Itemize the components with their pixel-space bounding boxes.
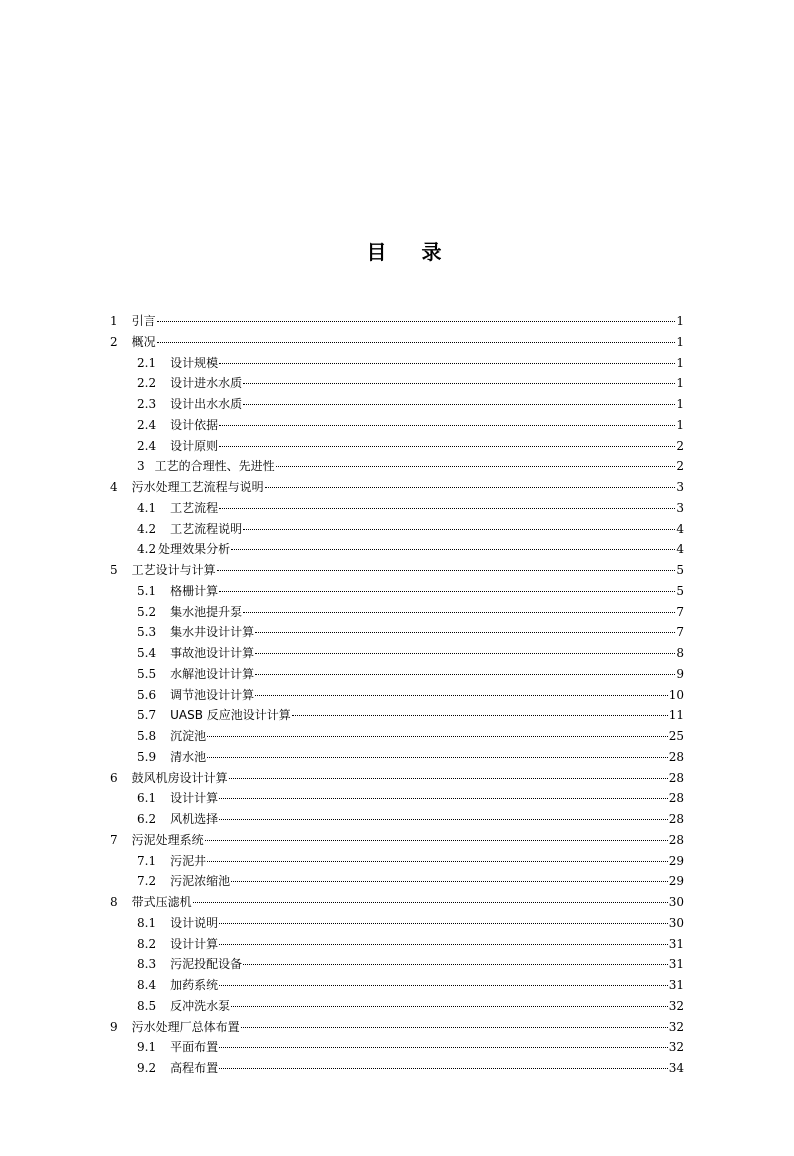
toc-entry-page: 28: [668, 812, 684, 826]
toc-dot-leader: [243, 404, 675, 405]
toc-entry-number: 4: [110, 480, 118, 494]
toc-entry[interactable]: [110, 1018, 684, 1036]
toc-entry[interactable]: [137, 644, 684, 662]
toc-entry[interactable]: [137, 623, 684, 641]
toc-entry[interactable]: [137, 374, 684, 392]
toc-entry-number: 5.1: [137, 583, 157, 598]
toc-entry-label: 污泥投配设备: [170, 957, 243, 972]
toc-entry-label: 工艺的合理性、先进性: [154, 459, 275, 474]
toc-entry-page: 32: [668, 1040, 684, 1055]
toc-entry-number: 4.2: [137, 521, 157, 536]
toc-entry[interactable]: [137, 686, 684, 704]
toc-entry-label: 高程布置: [170, 1061, 219, 1075]
toc-entry-number: 2.2: [137, 376, 157, 391]
toc-entry-number: 5.3: [137, 625, 157, 640]
toc-entry-label: 清水池: [170, 749, 207, 764]
toc-entry-number: 6.1: [137, 791, 157, 806]
toc-entry-page: 31: [668, 936, 684, 951]
toc-entry-label: 设计说明: [170, 915, 219, 930]
toc-entry[interactable]: [137, 665, 684, 683]
toc-entry-label: 反冲洗水泵: [170, 998, 231, 1013]
toc-entry[interactable]: [137, 748, 684, 766]
toc-dot-leader: [255, 632, 675, 633]
toc-entry[interactable]: [137, 395, 684, 413]
toc-entry[interactable]: [137, 499, 684, 517]
toc-entry-page: 11: [668, 708, 684, 723]
toc-entry-page: 9: [676, 666, 684, 681]
toc-entry-page: 28: [668, 791, 684, 806]
toc-entry-number: 8: [110, 895, 118, 909]
toc-entry-number: 4.2: [137, 542, 157, 557]
toc-entry-label: 设计计算: [170, 936, 219, 951]
toc-entry-label: 工艺设计与计算: [131, 563, 216, 577]
toc-entry-label: 事故池设计计算: [170, 646, 255, 660]
toc-dot-leader: [219, 985, 668, 986]
toc-entry-page: 8: [676, 646, 684, 660]
toc-entry[interactable]: [137, 354, 684, 372]
toc-dot-leader: [219, 363, 675, 364]
toc-entry-page: 3: [676, 500, 684, 515]
toc-entry-page: 31: [668, 957, 684, 972]
toc-dot-leader: [265, 487, 676, 488]
toc-entry-page: 32: [668, 1019, 684, 1034]
toc-dot-leader: [229, 778, 668, 779]
toc-entry-number: 8.5: [137, 998, 157, 1013]
toc-entry[interactable]: [110, 893, 684, 911]
toc-entry-number: 1: [110, 314, 118, 328]
toc-entry-page: 5: [676, 563, 684, 577]
toc-entry-label: 设计原则: [170, 438, 219, 453]
toc-entry[interactable]: [137, 603, 684, 621]
toc-entry-label: 设计依据: [170, 417, 219, 432]
toc-dot-leader: [219, 1047, 668, 1048]
toc-entry-label: 设计进水水质: [170, 376, 243, 391]
toc-dot-leader: [219, 819, 668, 820]
toc-entry-page: 1: [676, 355, 684, 370]
toc-entry-label: 污水处理厂总体布置: [131, 1019, 240, 1034]
toc-entry-page: 7: [676, 604, 684, 619]
toc-entry-page: 7: [676, 625, 684, 640]
toc-entry-label: 带式压滤机: [131, 895, 192, 909]
toc-entry[interactable]: [137, 1038, 684, 1056]
toc-dot-leader: [243, 529, 675, 530]
toc-entry[interactable]: [137, 976, 684, 994]
toc-entry-page: 28: [668, 832, 684, 847]
toc-dot-leader: [193, 902, 668, 903]
toc-dot-leader: [276, 466, 676, 467]
toc-entry[interactable]: [110, 312, 684, 330]
toc-dot-leader: [231, 549, 675, 550]
toc-entry-number: 5.7: [137, 708, 157, 723]
toc-entry-number: 2.4: [137, 417, 157, 432]
toc-entry-label: 集水井设计计算: [170, 625, 255, 640]
toc-dot-leader: [219, 798, 668, 799]
toc-dot-leader: [207, 861, 668, 862]
toc-entry-number: 5.4: [137, 646, 157, 660]
toc-entry-label: 设计规模: [170, 355, 219, 370]
toc-entry-label: 污水处理工艺流程与说明: [131, 480, 264, 494]
toc-entry-number: 5.8: [137, 729, 157, 743]
toc-entry-label: 污泥浓缩池: [170, 874, 231, 889]
toc-entry-label: 工艺流程说明: [170, 521, 243, 536]
toc-entry-page: 4: [676, 542, 684, 557]
toc-entry[interactable]: [137, 789, 684, 807]
toc-entry-page: 1: [676, 334, 684, 349]
toc-entry-number: 5: [110, 563, 118, 577]
toc-dot-leader: [207, 736, 668, 737]
toc-entry[interactable]: [137, 955, 684, 973]
toc-entry-page: 10: [668, 687, 684, 702]
toc-entry[interactable]: [137, 416, 684, 434]
toc-entry-label: 引言: [131, 314, 156, 328]
toc-entry-label: 概况: [131, 334, 156, 349]
toc-entry-number: 7.1: [137, 853, 157, 868]
toc-entry-page: 5: [676, 583, 684, 598]
toc-entry-number: 3: [137, 459, 145, 474]
toc-dot-leader: [255, 695, 668, 696]
toc-entry-page: 1: [676, 376, 684, 391]
toc-entry[interactable]: [110, 478, 684, 496]
toc-entry-label: 污泥处理系统: [131, 832, 204, 847]
toc-entry[interactable]: [110, 831, 684, 849]
toc-entry[interactable]: [137, 520, 684, 538]
toc-entry-label: 设计出水水质: [170, 397, 243, 411]
toc-entry-page: 30: [668, 915, 684, 930]
toc-entry-page: 2: [676, 438, 684, 453]
toc-dot-leader: [219, 944, 668, 945]
toc-entry[interactable]: [137, 914, 684, 932]
page-title: 目 录: [366, 240, 456, 264]
toc-entry[interactable]: [110, 333, 684, 351]
toc-entry-page: 1: [676, 397, 684, 411]
toc-entry[interactable]: [137, 540, 684, 558]
toc-dot-leader: [243, 964, 668, 965]
toc-dot-leader: [255, 674, 675, 675]
toc-entry-number: 5.2: [137, 604, 157, 619]
toc-entry-number: 4.1: [137, 500, 157, 515]
toc-entry-page: 29: [668, 874, 684, 889]
toc-entry-page: 4: [676, 521, 684, 536]
toc-entry-label: 调节池设计计算: [170, 687, 255, 702]
toc-dot-leader: [217, 570, 676, 571]
toc-entry[interactable]: [137, 437, 684, 455]
toc-entry[interactable]: [110, 769, 684, 787]
toc-entry-label: 污泥井: [170, 853, 207, 868]
toc-entry-label: 风机选择: [170, 812, 219, 826]
toc-entry[interactable]: [137, 872, 684, 890]
toc-entry-label: 设计计算: [170, 791, 219, 806]
toc-dot-leader: [219, 923, 668, 924]
toc-dot-leader: [157, 342, 676, 343]
toc-entry-label: 加药系统: [170, 978, 219, 992]
toc-entry-page: 1: [676, 417, 684, 432]
toc-entry-number: 2: [110, 334, 118, 349]
toc-dot-leader: [157, 321, 676, 322]
toc-entry-label: 集水池提升泵: [170, 604, 243, 619]
toc-entry-page: 30: [668, 895, 684, 909]
toc-entry-label: 处理效果分析: [158, 542, 231, 557]
toc-dot-leader: [243, 612, 675, 613]
toc-entry-number: 9: [110, 1019, 118, 1034]
toc-dot-leader: [243, 383, 675, 384]
toc-dot-leader: [231, 1006, 668, 1007]
toc-entry-page: 2: [676, 459, 684, 474]
toc-dot-leader: [219, 508, 675, 509]
toc-entry-page: 1: [676, 314, 684, 328]
toc-entry[interactable]: [137, 810, 684, 828]
toc-entry-number: 7.2: [137, 874, 157, 889]
toc-entry[interactable]: [137, 706, 684, 724]
toc-dot-leader: [231, 881, 668, 882]
toc-dot-leader: [292, 715, 668, 716]
toc-entry-label: 工艺流程: [170, 500, 219, 515]
toc-dot-leader: [207, 757, 668, 758]
toc-entry-number: 9.1: [137, 1040, 157, 1055]
toc-entry[interactable]: [137, 935, 684, 953]
toc-entry-page: 28: [668, 749, 684, 764]
toc-entry-number: 8.4: [137, 978, 157, 992]
toc-dot-leader: [219, 425, 675, 426]
toc-entry-number: 6.2: [137, 812, 157, 826]
toc-entry-page: 25: [668, 729, 684, 743]
toc-entry-page: 31: [668, 978, 684, 992]
toc-entry-number: 8.2: [137, 936, 157, 951]
toc-entry-number: 2.4: [137, 438, 157, 453]
toc-entry-number: 9.2: [137, 1061, 157, 1075]
toc-entry-label: 沉淀池: [170, 729, 207, 743]
toc-entry-label: 鼓风机房设计计算: [131, 770, 228, 785]
toc-dot-leader: [219, 591, 675, 592]
toc-entry-page: 34: [668, 1061, 684, 1075]
toc-entry[interactable]: [137, 582, 684, 600]
toc-entry-page: 28: [668, 770, 684, 785]
toc-entry[interactable]: [137, 457, 684, 475]
toc-entry-number: 8.3: [137, 957, 157, 972]
toc-entry-number: 8.1: [137, 915, 157, 930]
toc-entry[interactable]: [137, 997, 684, 1015]
toc-entry-page: 29: [668, 853, 684, 868]
toc-entry[interactable]: [137, 852, 684, 870]
toc-dot-leader: [255, 653, 675, 654]
toc-entry-label: 格栅计算: [170, 583, 219, 598]
toc-entry-label: 平面布置: [170, 1040, 219, 1055]
toc-entry[interactable]: [110, 561, 684, 579]
toc-dot-leader: [205, 840, 668, 841]
toc-entry-page: 3: [676, 480, 684, 494]
toc-dot-leader: [219, 1068, 668, 1069]
toc-entry-number: 2.1: [137, 355, 157, 370]
toc-dot-leader: [241, 1027, 668, 1028]
toc-entry-number: 6: [110, 770, 118, 785]
toc-entry[interactable]: [137, 727, 684, 745]
toc-entry-label: UASB 反应池设计计算: [170, 708, 291, 723]
toc-entry-number: 5.5: [137, 666, 157, 681]
toc-dot-leader: [219, 446, 675, 447]
toc-entry[interactable]: [137, 1059, 684, 1077]
toc-entry-page: 32: [668, 998, 684, 1013]
toc-entry-number: 5.6: [137, 687, 157, 702]
toc-entry-number: 5.9: [137, 749, 157, 764]
toc-entry-label: 水解池设计计算: [170, 666, 255, 681]
toc-entry-number: 7: [110, 832, 118, 847]
toc-entry-number: 2.3: [137, 397, 157, 411]
